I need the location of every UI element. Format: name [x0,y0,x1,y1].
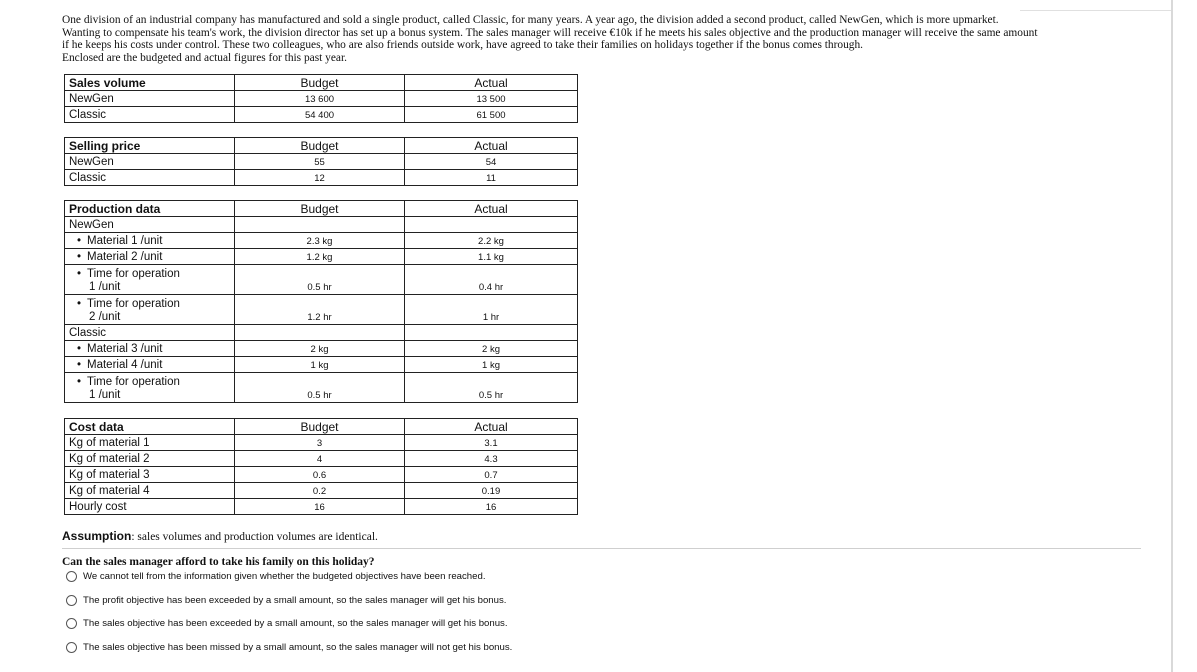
budget-cell: 0.5 hr [235,373,405,403]
actual-header: Actual [405,138,578,154]
row-label: • Time for operation 1 /unit [65,373,235,403]
assumption-label: Assumption [62,529,132,543]
actual-cell: 0.4 hr [405,265,578,295]
table-header-label: Selling price [65,138,235,154]
row-label: Classic [65,170,235,186]
table-header-row [65,419,578,435]
row-label: NewGen [65,91,235,107]
budget-cell: 16 [235,499,405,515]
actual-header: Actual [405,75,578,91]
actual-cell: 1 kg [405,357,578,373]
actual-cell: 11 [405,170,578,186]
budget-cell: 0.2 [235,483,405,499]
budget-cell: 13 600 [235,91,405,107]
row-label: • Material 4 /unit [65,357,235,373]
answer-option-1[interactable] [66,571,485,582]
row-label: Kg of material 2 [65,451,235,467]
actual-cell: 4.3 [405,451,578,467]
budget-cell: 1.2 kg [235,249,405,265]
budget-cell: 12 [235,170,405,186]
actual-cell: 2.2 kg [405,233,578,249]
intro-line-1: One division of an industrial company has manufactured and sold a single product, called Classic, for many years. A year ago, the division added a second product, called NewGen, which is more upmarket. [62,14,999,26]
table-row [65,154,578,170]
row-label: Kg of material 4 [65,483,235,499]
radio-button[interactable] [66,618,77,629]
answer-option-4[interactable] [66,642,512,653]
actual-cell: 3.1 [405,435,578,451]
row-label: • Time for operation 1 /unit [65,265,235,295]
row-label: NewGen [65,154,235,170]
table-header-label: Sales volume [65,75,235,91]
option-label: The profit objective has been exceeded by a small amount, so the sales manager will get his bonus. [83,595,507,606]
table-header-label: Cost data [65,419,235,435]
budget-header: Budget [235,138,405,154]
actual-cell: 0.19 [405,483,578,499]
table-header-row [65,138,578,154]
radio-button[interactable] [66,571,77,582]
budget-cell: 0.5 hr [235,265,405,295]
budget-cell: 2.3 kg [235,233,405,249]
budget-header: Budget [235,419,405,435]
table-row [65,91,578,107]
actual-cell: 2 kg [405,341,578,357]
budget-cell: 0.6 [235,467,405,483]
budget-cell: 1.2 hr [235,295,405,325]
group-row [65,325,578,341]
budget-cell: 4 [235,451,405,467]
problem-statement [62,14,1166,64]
row-label: • Material 3 /unit [65,341,235,357]
sales-volume-table [64,74,578,123]
table-header-label: Production data [65,201,235,217]
question-text: Can the sales manager afford to take his family on this holiday? [62,556,375,568]
table-row [65,483,578,499]
table-header-row [65,201,578,217]
table-row [65,499,578,515]
actual-cell: 16 [405,499,578,515]
row-label: Kg of material 1 [65,435,235,451]
option-label: The sales objective has been missed by a small amount, so the sales manager will not get his bonus. [83,642,513,653]
table-row [65,357,578,373]
intro-line-3: if he keeps his costs under control. These two colleagues, who are also friends outside work, have agreed to take their families on holidays together if the bonus comes through. [62,39,864,52]
row-label: • Time for operation 2 /unit [65,295,235,325]
budget-cell: 2 kg [235,341,405,357]
actual-cell: 0.5 hr [405,373,578,403]
table-row [65,373,578,403]
budget-header: Budget [235,75,405,91]
row-label: • Material 1 /unit [65,233,235,249]
table-row [65,435,578,451]
table-row [65,170,578,186]
top-divider [1020,10,1171,11]
intro-line-4: Enclosed are the budgeted and actual figures for this past year. [62,51,347,64]
option-label: The sales objective has been exceeded by a small amount, so the sales manager will get his bonus. [83,618,508,629]
row-label: • Material 2 /unit [65,249,235,265]
actual-cell: 1 hr [405,295,578,325]
table-row [65,467,578,483]
intro-line-2: Wanting to compensate his team's work, the division director has set up a bonus system. The sales manager will receive €10k if he meets his sales objective and the production manager will receive the same amount [62,26,1038,39]
budget-cell: 1 kg [235,357,405,373]
radio-button[interactable] [66,642,77,653]
actual-cell: 0.7 [405,467,578,483]
answer-option-2[interactable] [66,595,506,606]
budget-cell: 54 400 [235,107,405,123]
row-label: Hourly cost [65,499,235,515]
table-row [65,233,578,249]
right-scroll-edge [1171,0,1173,672]
option-label: We cannot tell from the information given whether the budgeted objectives have been reached. [83,571,486,582]
actual-cell: 13 500 [405,91,578,107]
row-label: Kg of material 3 [65,467,235,483]
table-row [65,295,578,325]
production-data-table [64,200,578,403]
actual-header: Actual [405,419,578,435]
question-divider [62,548,1141,549]
table-row [65,249,578,265]
actual-cell: 54 [405,154,578,170]
table-row [65,341,578,357]
actual-cell: 61 500 [405,107,578,123]
budget-cell: 55 [235,154,405,170]
group-label-newgen: NewGen [65,217,235,233]
answer-option-3[interactable] [66,618,508,629]
radio-button[interactable] [66,595,77,606]
group-row [65,217,578,233]
table-header-row [65,75,578,91]
assumption-note [62,529,378,543]
actual-cell: 1.1 kg [405,249,578,265]
assumption-text: : sales volumes and production volumes are identical. [131,531,378,543]
table-row [65,265,578,295]
actual-header: Actual [405,201,578,217]
group-label-classic: Classic [65,325,235,341]
table-row [65,107,578,123]
budget-cell: 3 [235,435,405,451]
budget-header: Budget [235,201,405,217]
row-label: Classic [65,107,235,123]
table-row [65,451,578,467]
cost-data-table [64,418,578,515]
selling-price-table [64,137,578,186]
